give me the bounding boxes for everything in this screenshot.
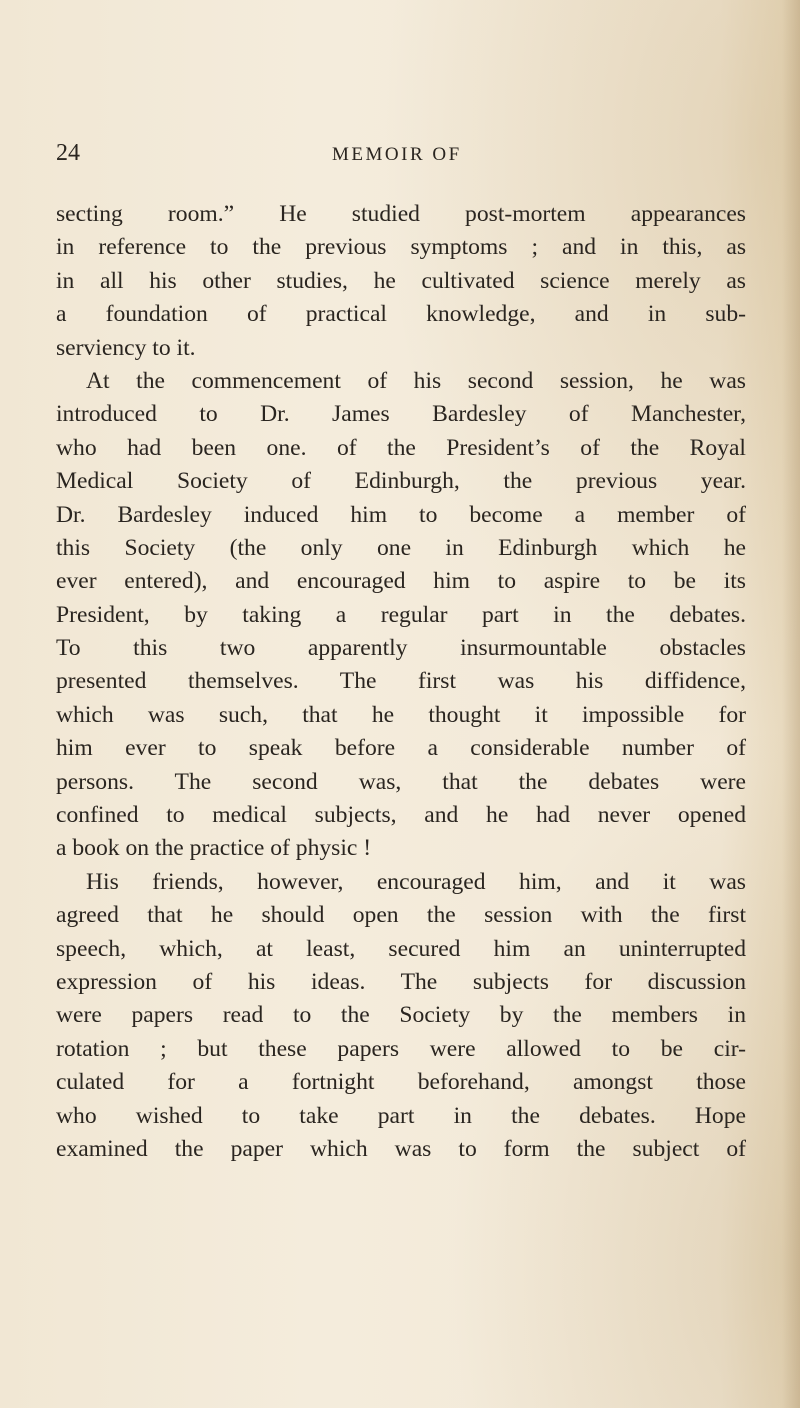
text-line: persons. The second was, that the debates were <box>56 768 746 795</box>
text-line: expression of his ideas. The subjects for discussion <box>56 968 746 995</box>
text-line: To this two apparently insurmountable obstacles <box>56 635 746 662</box>
text-line: which was such, that he thought it impossible for <box>56 701 746 728</box>
text-line: Medical Society of Edinburgh, the previous year. <box>56 468 746 495</box>
text-line: who wished to take part in the debates. Hope <box>56 1102 746 1129</box>
text-line: speech, which, at least, secured him an uninterrupted <box>56 935 746 962</box>
text-line: secting room.” He studied post-mortem appearances <box>56 201 746 227</box>
text-line: confined to medical subjects, and he had never opened <box>56 802 746 829</box>
page-number: 24 <box>56 140 80 166</box>
text-line: ever entered), and encouraged him to aspire to be its <box>56 568 746 595</box>
text-line: were papers read to the Society by the members in <box>56 1002 746 1029</box>
text-line: At the commencement of his second session, he was <box>86 367 746 394</box>
text-line: President, by taking a regular part in the debates. <box>56 601 746 628</box>
text-line: culated for a fortnight beforehand, amongst those <box>56 1069 746 1096</box>
text-line: this Society (the only one in Edinburgh which he <box>56 534 746 561</box>
text-line: a book on the practice of physic ! <box>56 835 372 862</box>
text-line: him ever to speak before a considerable number of <box>56 735 746 762</box>
text-line: introduced to Dr. James Bardesley of Manchester, <box>56 401 746 428</box>
text-line: serviency to it. <box>56 334 196 361</box>
text-line: rotation ; but these papers were allowed to be cir- <box>56 1035 746 1062</box>
text-line: agreed that he should open the session with the first <box>56 902 746 929</box>
text-line: a foundation of practical knowledge, and in sub- <box>56 301 746 328</box>
text-line: presented themselves. The first was his diffidence, <box>56 668 746 695</box>
text-line: in reference to the previous symptoms ; and in this, as <box>56 234 746 261</box>
text-line: Dr. Bardesley induced him to become a member of <box>56 501 746 528</box>
page-edge-shadow <box>782 0 800 1408</box>
page-header <box>0 140 800 170</box>
text-line: who had been one. of the President’s of the Royal <box>56 434 746 461</box>
body-text <box>56 198 746 1166</box>
text-line: examined the paper which was to form the subject of <box>56 1135 746 1162</box>
text-line: His friends, however, encouraged him, and it was <box>86 868 746 895</box>
running-head: MEMOIR OF <box>332 144 462 165</box>
text-line: in all his other studies, he cultivated science merely as <box>56 267 746 294</box>
